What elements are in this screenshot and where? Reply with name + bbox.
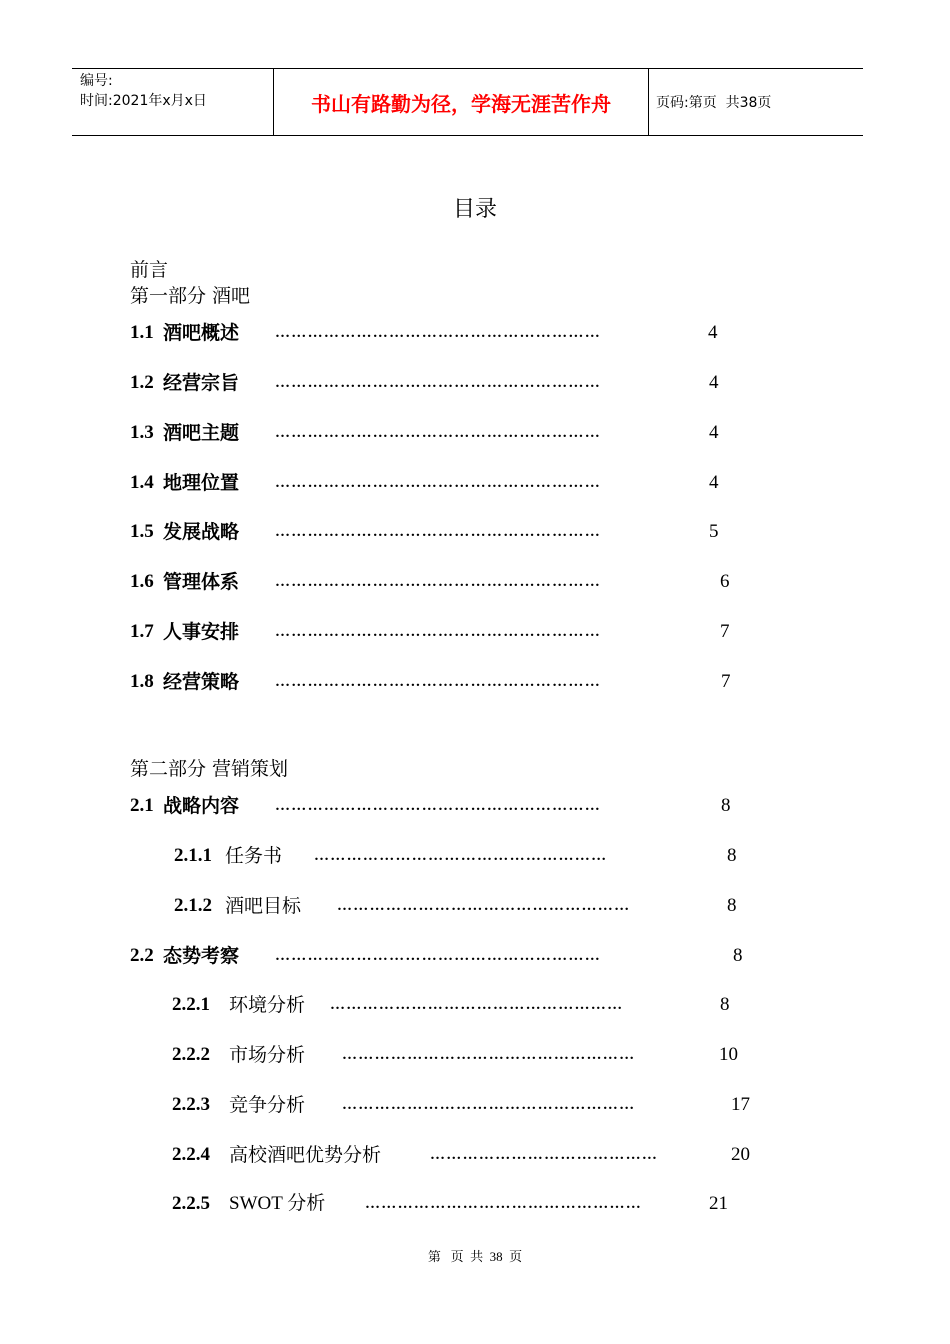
toc-entry-label: 酒吧主题 (163, 422, 240, 444)
toc-entry-number: 1.1 (130, 322, 154, 343)
toc-entry-number: 2.2.1 (172, 994, 210, 1015)
toc-entry-page: 4 (708, 322, 718, 343)
toc-entry[interactable] (130, 793, 750, 819)
toc-entry-page: 10 (719, 1044, 738, 1065)
toc-entry-page: 8 (721, 795, 731, 816)
toc-entry-number: 1.8 (130, 671, 154, 692)
date-label: 时间:2021年x月x日 (80, 93, 207, 109)
toc-leader-dots: …………………………………………………… (275, 475, 601, 491)
toc-entry-number: 2.1 (130, 795, 154, 816)
toc-leader-dots: ……………………………………………… (342, 1047, 636, 1063)
toc-entry-label: 发展战略 (163, 521, 240, 543)
toc-leader-dots: …………………………………………………… (275, 674, 601, 690)
toc-entry-number: 1.7 (130, 621, 154, 642)
header-motto: 书山有路勤为径，学海无涯苦作舟 (311, 91, 611, 116)
toc-entry[interactable] (130, 370, 750, 396)
toc-entry-label: 酒吧目标 (225, 895, 302, 917)
toc-entry-label: 市场分析 (229, 1044, 306, 1066)
toc-subentry[interactable] (172, 1191, 762, 1217)
header-page-info: 页码:第页 共38页 (656, 95, 772, 111)
toc-subentry[interactable] (174, 843, 754, 869)
toc-entry-page: 4 (709, 372, 719, 393)
toc-entry-number: 1.6 (130, 571, 154, 592)
toc-entry-page: 4 (709, 422, 719, 443)
toc-entry-label: 人事安排 (163, 621, 240, 643)
toc-entry-label: 竞争分析 (229, 1094, 306, 1116)
toc-entry-page: 20 (731, 1144, 750, 1165)
toc-leader-dots: …………………………………………… (365, 1196, 643, 1212)
toc-entry-number: 1.3 (130, 422, 154, 443)
toc-entry-page: 6 (720, 571, 730, 592)
page-header (72, 68, 863, 136)
toc-entry-label: 经营策略 (163, 671, 240, 693)
toc-entry[interactable] (130, 943, 750, 969)
toc-leader-dots: ……………………………………………… (342, 1097, 636, 1113)
part1-heading: 第一部分 酒吧 (130, 285, 251, 307)
toc-leader-dots: …………………………………………………… (275, 375, 601, 391)
toc-entry-page: 17 (731, 1094, 750, 1115)
toc-leader-dots: …………………………………………………… (275, 624, 601, 640)
toc-subentry[interactable] (172, 1142, 762, 1168)
toc-entry-label: 态势考察 (163, 945, 240, 967)
page-title: 目录 (452, 197, 497, 222)
toc-entry-number: 1.5 (130, 521, 154, 542)
header-divider (648, 69, 649, 135)
toc-entry-page: 21 (709, 1193, 728, 1214)
toc-entry[interactable] (130, 669, 750, 695)
toc-leader-dots: …………………………………………………… (275, 798, 601, 814)
toc-leader-dots: …………………………………………………… (275, 524, 601, 540)
toc-entry-label: 经营宗旨 (163, 372, 240, 394)
toc-subentry[interactable] (172, 1042, 762, 1068)
toc-entry-number: 1.2 (130, 372, 154, 393)
toc-entry-label: 高校酒吧优势分析 (229, 1144, 382, 1166)
toc-entry-label: 酒吧概述 (163, 322, 240, 344)
toc-entry-number: 2.2.2 (172, 1044, 210, 1065)
page-footer: 第 页 共 38 页 (427, 1249, 523, 1264)
toc-entry-label: 战略内容 (163, 795, 240, 817)
toc-entry-label: 地理位置 (163, 472, 240, 494)
toc-entry-page: 8 (733, 945, 743, 966)
toc-entry-page: 8 (720, 994, 730, 1015)
toc-leader-dots: …………………………………………………… (275, 574, 601, 590)
toc-subentry[interactable] (172, 992, 762, 1018)
toc-entry-page: 8 (727, 895, 737, 916)
toc-leader-dots: …………………………………………………… (275, 948, 601, 964)
toc-entry-page: 8 (727, 845, 737, 866)
toc-entry-label: 任务书 (225, 845, 283, 867)
toc-subentry[interactable] (174, 893, 754, 919)
toc-entry-page: 7 (720, 621, 730, 642)
toc-entry-page: 7 (721, 671, 731, 692)
toc-entry-page: 4 (709, 472, 719, 493)
toc-entry-number: 2.2 (130, 945, 154, 966)
toc-leader-dots: …………………………………………………… (275, 325, 601, 341)
toc-entry-number: 2.2.4 (172, 1144, 210, 1165)
toc-entry-number: 2.1.1 (174, 845, 212, 866)
toc-entry[interactable] (130, 619, 750, 645)
toc-entry[interactable] (130, 320, 750, 346)
toc-entry-label: 管理体系 (163, 571, 240, 593)
toc-leader-dots: …………………………………… (430, 1147, 659, 1163)
toc-entry-number: 2.2.3 (172, 1094, 210, 1115)
part2-heading: 第二部分 营销策划 (130, 758, 289, 780)
toc-entry-number: 1.4 (130, 472, 154, 493)
toc-leader-dots: ……………………………………………… (337, 898, 631, 914)
toc-entry-number: 2.2.5 (172, 1193, 210, 1214)
toc-entry[interactable] (130, 470, 750, 496)
header-meta (80, 71, 207, 111)
toc-entry[interactable] (130, 420, 750, 446)
toc-leader-dots: ……………………………………………… (330, 997, 624, 1013)
toc-entry-number: 2.1.2 (174, 895, 212, 916)
toc-leader-dots: …………………………………………………… (275, 425, 601, 441)
preface-heading: 前言 (130, 259, 169, 281)
toc-entry-page: 5 (709, 521, 719, 542)
toc-entry-label: 环境分析 (229, 994, 306, 1016)
toc-entry-label: SWOT 分析 (229, 1193, 326, 1214)
toc-leader-dots: ……………………………………………… (314, 848, 608, 864)
toc-subentry[interactable] (172, 1092, 762, 1118)
toc-entry[interactable] (130, 569, 750, 595)
serial-label: 编号: (80, 73, 113, 89)
toc-entry[interactable] (130, 519, 750, 545)
